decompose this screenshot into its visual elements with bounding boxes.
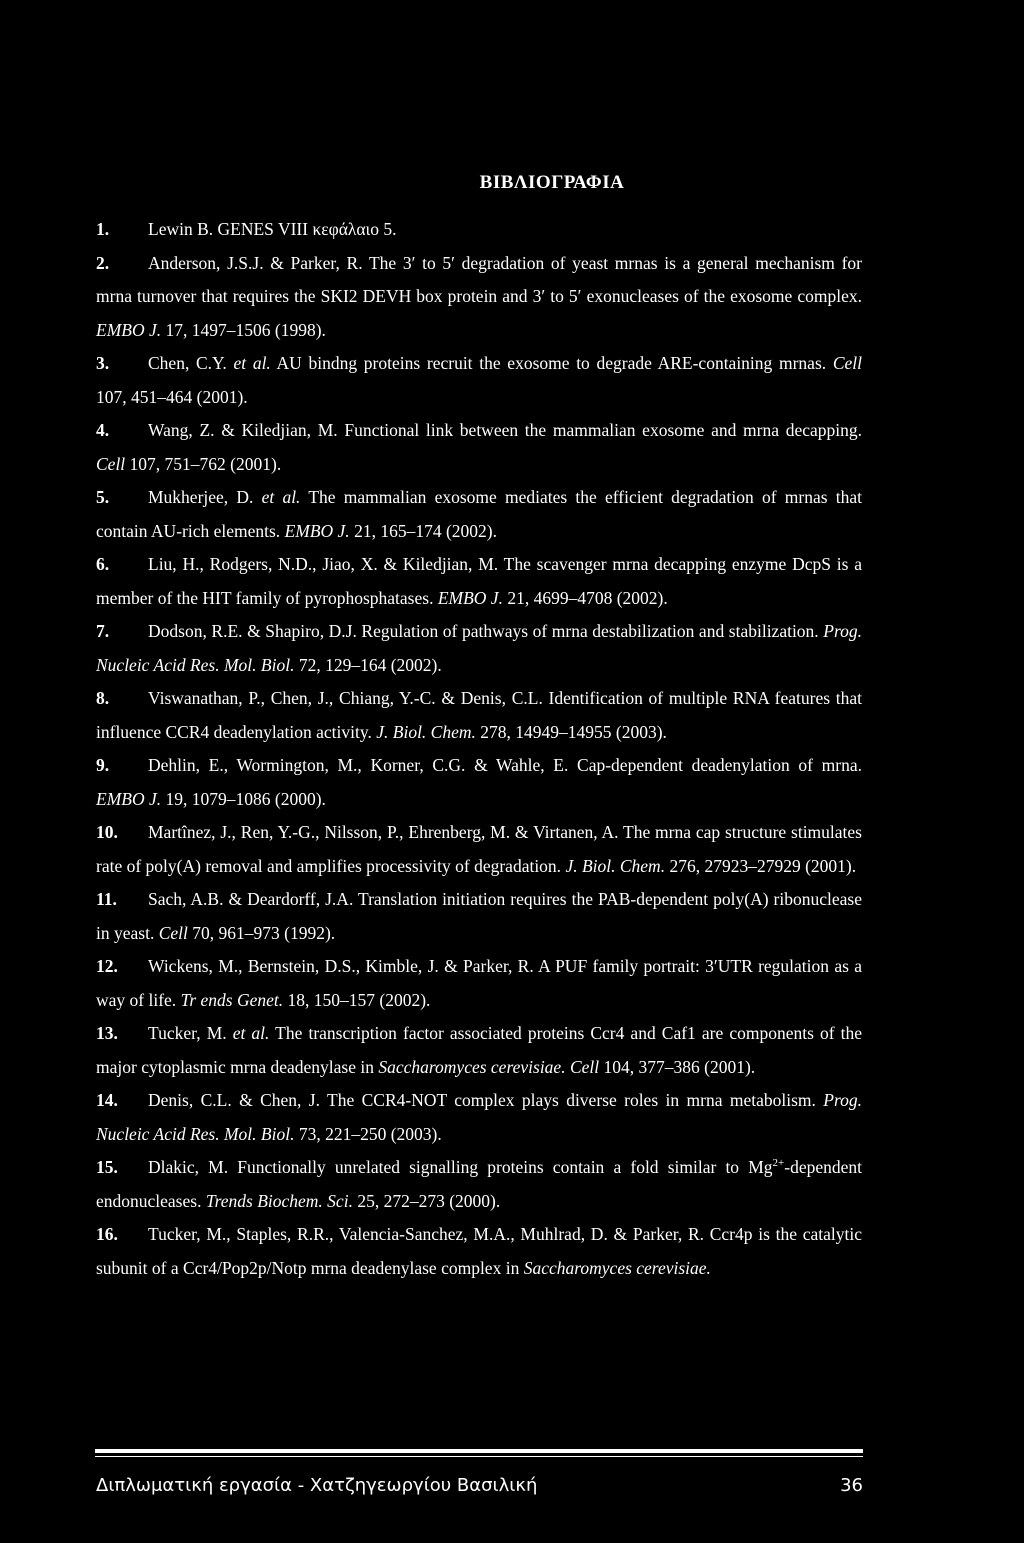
- reference-number: 7.: [96, 621, 110, 641]
- reference-number: 13.: [96, 1023, 118, 1043]
- reference-text: 73, 221–250 (2003).: [294, 1123, 442, 1144]
- reference-number: 8.: [96, 688, 110, 708]
- reference-text: Martînez, J., Ren, Y.-G., Nilsson, P., Ehrenberg, M. & Virtanen, A. The mrna cap structure stimulates rate of poly(A) removal and amplifies processivity of degradation.: [96, 822, 862, 876]
- reference-text: Dodson, R.E. & Shapiro, D.J. Regulation of pathways of mrna destabilization and stabilization.: [148, 621, 824, 641]
- reference-number: 4.: [96, 420, 110, 440]
- reference-italic-text: et al.: [232, 1023, 270, 1043]
- reference-text: Denis, C.L. & Chen, J. The CCR4-NOT complex plays diverse roles in mrna metabolism.: [148, 1090, 824, 1110]
- reference-italic-text: Cell: [832, 353, 862, 373]
- reference-text: 104, 377–386 (2001).: [599, 1056, 756, 1077]
- reference-text: The transcription factor associated proteins Ccr4 and Caf1 are components of the major cytoplasmic mrna deadenylase in: [96, 1023, 862, 1077]
- footer-author-line: Διπλωματική εργασία - Χατζηγεωργίου Βασιλική: [96, 1475, 538, 1496]
- reference-italic-text: Saccharomyces cerevisiae.: [523, 1257, 711, 1278]
- reference-entry: [96, 1017, 862, 1084]
- reference-italic-text: EMBO J.: [96, 319, 162, 340]
- reference-italic-text: Cell: [158, 922, 188, 943]
- reference-text: 70, 961–973 (1992).: [187, 922, 336, 943]
- reference-text: The mammalian exosome mediates the efficient degradation of mrnas that contain AU-rich elements.: [96, 487, 862, 541]
- reference-entry: [96, 548, 862, 615]
- reference-text: 278, 14949–14955 (2003).: [475, 721, 667, 742]
- reference-italic-text: J. Biol. Chem.: [565, 855, 666, 876]
- reference-entry: [96, 749, 862, 816]
- reference-superscript: 2+: [772, 1157, 785, 1169]
- reference-text: Mukherjee, D.: [148, 487, 262, 507]
- reference-text: 21, 4699–4708 (2002).: [502, 587, 668, 608]
- reference-entry: [96, 950, 862, 1017]
- reference-number: 15.: [96, 1157, 118, 1177]
- reference-entry: [96, 347, 862, 414]
- reference-text: 18, 150–157 (2002).: [283, 989, 431, 1010]
- reference-entry: [96, 481, 862, 548]
- reference-text: Sach, A.B. & Deardorff, J.A. Translation initiation requires the PAB-dependent poly(A) ribonuclease in yeast.: [96, 889, 862, 943]
- reference-text: 276, 27923–27929 (2001).: [665, 855, 857, 876]
- reference-number: 3.: [96, 353, 110, 373]
- reference-text: 21, 165–174 (2002).: [349, 520, 497, 541]
- reference-text: Tucker, M., Staples, R.R., Valencia-Sanchez, M.A., Muhlrad, D. & Parker, R. Ccr4p is the catalytic subunit of a Ccr4/Pop2p/Notp mrna deadenylase complex in: [96, 1224, 862, 1278]
- reference-text: AU bindng proteins recruit the exosome to degrade ARE-containing mrnas.: [270, 353, 833, 373]
- reference-text: 107, 751–762 (2001).: [125, 453, 282, 474]
- reference-entry: [96, 1151, 862, 1218]
- reference-italic-text: Cell: [569, 1056, 600, 1077]
- reference-entry: [96, 615, 862, 682]
- reference-italic-text: Tr ends Genet.: [180, 989, 284, 1010]
- reference-text: Liu, H., Rodgers, N.D., Jiao, X. & Kiledjian, M. The scavenger mrna decapping enzyme DcpS is a member of the HIT family of pyrophosphatases.: [96, 554, 862, 608]
- reference-italic-text: Prog. Nucleic Acid Res. Mol. Biol.: [96, 1090, 862, 1144]
- reference-number: 10.: [96, 822, 118, 842]
- reference-italic-text: Saccharomyces cerevisiae.: [378, 1056, 566, 1077]
- reference-entry: [96, 1084, 862, 1151]
- reference-entry: [96, 213, 862, 247]
- reference-entry: [96, 883, 862, 950]
- reference-number: 5.: [96, 487, 110, 507]
- reference-number: 1.: [96, 219, 110, 239]
- reference-text: Anderson, J.S.J. & Parker, R. The 3′ to 5′ degradation of yeast mrnas is a general mechanism for mrna turnover that requires the SKI2 DEVH box protein and 3′ to 5′ exonucleases of the exosome complex.: [96, 252, 862, 306]
- reference-text: Tucker, M.: [148, 1023, 233, 1043]
- reference-entry: [96, 247, 862, 348]
- reference-entry: [96, 1218, 862, 1285]
- reference-number: 11.: [96, 889, 117, 909]
- reference-italic-text: EMBO J.: [284, 520, 350, 541]
- reference-text: 19, 1079–1086 (2000).: [161, 788, 326, 809]
- reference-italic-text: EMBO J.: [437, 587, 503, 608]
- reference-number: 2.: [96, 252, 110, 273]
- reference-text: -dependent endonucleases.: [96, 1157, 862, 1211]
- reference-text: Chen, C.Y.: [148, 353, 234, 373]
- reference-text: 17, 1497–1506 (1998).: [161, 319, 326, 340]
- reference-text: Viswanathan, P., Chen, J., Chiang, Y.-C. & Denis, C.L. Identification of multiple RNA features that influence CCR4 deadenylation activity.: [96, 688, 862, 742]
- reference-italic-text: Trends Biochem. Sci.: [205, 1190, 353, 1211]
- reference-entry: [96, 682, 862, 749]
- reference-italic-text: Cell: [96, 453, 126, 474]
- reference-italic-text: J. Biol. Chem.: [376, 721, 476, 742]
- reference-entry: [96, 816, 862, 883]
- footer-rule-thick: [95, 1449, 863, 1453]
- page-title: ΒΙΒΛΙΟΓΡΑΦΙΑ: [479, 172, 625, 193]
- reference-text: Wickens, M., Bernstein, D.S., Kimble, J. & Parker, R. A PUF family portrait: 3′UTR regulation as a way of life.: [96, 956, 862, 1010]
- reference-number: 9.: [96, 755, 110, 775]
- footer-rule-thin: [95, 1456, 863, 1457]
- reference-list: [96, 213, 862, 1285]
- reference-number: 12.: [96, 956, 118, 976]
- reference-italic-text: EMBO J.: [96, 788, 162, 809]
- reference-number: 14.: [96, 1090, 118, 1110]
- reference-text: Dehlin, E., Wormington, M., Korner, C.G. & Wahle, E. Cap-dependent deadenylation of mrna.: [148, 755, 862, 775]
- reference-text: 107, 451–464 (2001).: [96, 386, 248, 407]
- reference-text: Wang, Z. & Kiledjian, M. Functional link between the mammalian exosome and mrna decapping.: [148, 420, 862, 440]
- reference-number: 16.: [96, 1224, 118, 1244]
- reference-italic-text: et al.: [233, 353, 271, 373]
- reference-italic-text: Prog. Nucleic Acid Res. Mol. Biol.: [96, 621, 862, 675]
- reference-text: 72, 129–164 (2002).: [294, 654, 442, 675]
- page-number: 36: [840, 1475, 863, 1496]
- reference-text: 25, 272–273 (2000).: [352, 1190, 501, 1211]
- reference-text: Dlakic, M. Functionally unrelated signalling proteins contain a fold similar to Mg: [148, 1157, 773, 1177]
- reference-italic-text: et al.: [261, 487, 301, 507]
- reference-number: 6.: [96, 554, 110, 574]
- reference-text: Lewin B. GENES VIII κεφάλαιο 5.: [148, 219, 397, 239]
- reference-entry: [96, 414, 862, 481]
